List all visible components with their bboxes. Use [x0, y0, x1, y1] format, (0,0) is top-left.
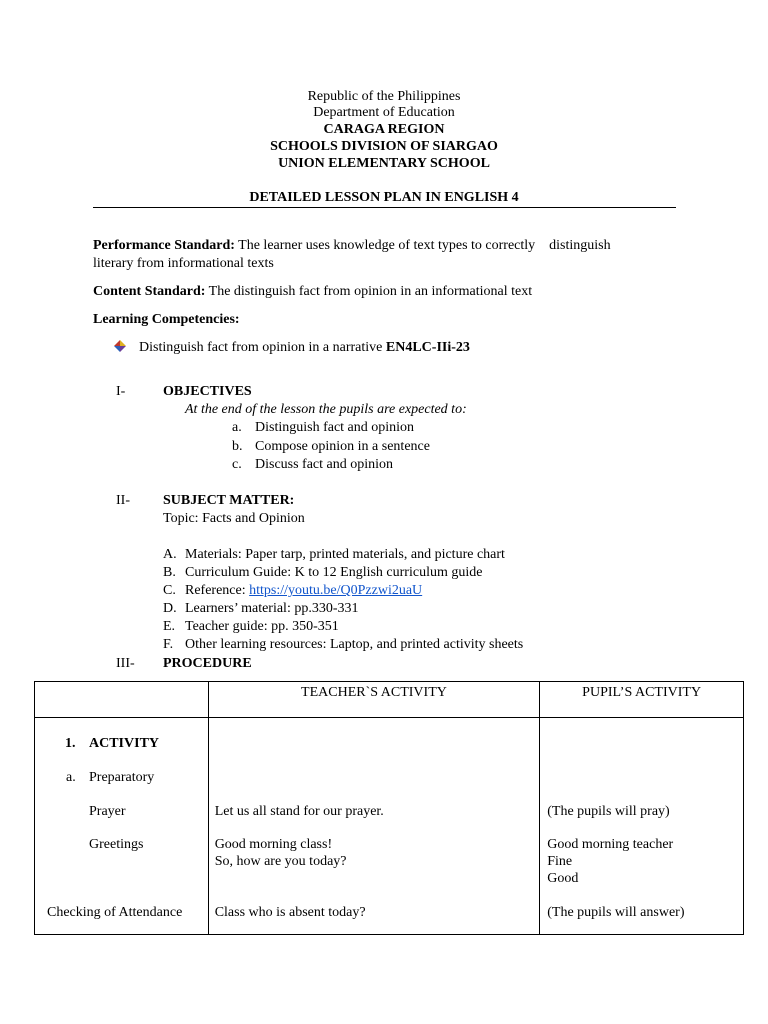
pupil-greeting: Good morning teacher [547, 837, 674, 852]
subject-marker: E. [163, 619, 176, 634]
subject-item: Learners’ material: pp.330-331 [185, 601, 359, 616]
content-standard-text: The distinguish fact from opinion in an informational text [205, 284, 533, 299]
competency-item [139, 339, 470, 356]
republic-line: Republic of the Philippines [307, 89, 461, 104]
reference-item [185, 582, 422, 599]
subject-item: Teacher guide: pp. 350-351 [185, 619, 339, 634]
subject-marker: A. [163, 547, 177, 562]
division-line: SCHOOLS DIVISION OF SIARGAO [270, 139, 498, 154]
activity-label: ACTIVITY [89, 736, 160, 751]
greetings-label: Greetings [89, 837, 144, 852]
stage-cell [35, 718, 209, 935]
teacher-activity-cell [208, 718, 540, 935]
pupil-activity-cell [540, 718, 744, 935]
procedure-numeral: III- [116, 656, 135, 671]
performance-standard-label: Performance Standard: [93, 238, 235, 253]
page-title: DETAILED LESSON PLAN IN ENGLISH 4 [249, 190, 519, 205]
subject-matter-numeral: II- [116, 493, 130, 508]
procedure-table-row [35, 718, 744, 935]
learning-competencies-label: Learning Competencies: [93, 312, 240, 327]
procedure-table [34, 681, 744, 935]
subject-item: Curriculum Guide: K to 12 English curriculum guide [185, 565, 483, 580]
teacher-attendance: Class who is absent today? [214, 905, 366, 920]
reference-label: Reference: [185, 583, 250, 598]
prayer-label: Prayer [89, 804, 126, 819]
objective-marker: c. [232, 457, 242, 472]
header-empty-cell [35, 682, 209, 718]
objectives-heading: OBJECTIVES [163, 384, 252, 399]
school-line: UNION ELEMENTARY SCHOOL [278, 156, 490, 171]
content-standard [93, 283, 532, 300]
attendance-label: Checking of Attendance [47, 905, 183, 920]
diamond-bullet-icon [114, 340, 126, 352]
objective-item: Compose opinion in a sentence [255, 439, 430, 454]
teacher-activity-header: TEACHER`S ACTIVITY [208, 682, 540, 718]
objective-item: Discuss fact and opinion [255, 457, 394, 472]
reference-link[interactable]: https://youtu.be/Q0Pzzwi2uaU [249, 583, 423, 598]
teacher-prayer: Let us all stand for our prayer. [214, 804, 384, 819]
pupil-reply-fine: Fine [547, 854, 573, 869]
objective-marker: b. [232, 439, 243, 454]
preparatory-label: Preparatory [89, 770, 155, 785]
subject-marker: D. [163, 601, 177, 616]
performance-standard [93, 237, 611, 254]
content-standard-label: Content Standard: [93, 284, 206, 299]
subject-marker: B. [163, 565, 176, 580]
competency-text: Distinguish fact from opinion in a narrative [139, 340, 386, 355]
procedure-heading: PROCEDURE [163, 656, 252, 671]
subject-matter-heading: SUBJECT MATTER: [163, 493, 295, 508]
title-divider [93, 207, 676, 208]
pupil-prayer: (The pupils will pray) [547, 804, 670, 819]
pupil-activity-header: PUPIL’S ACTIVITY [540, 682, 744, 718]
subject-item: Materials: Paper tarp, printed materials, and picture chart [185, 547, 505, 562]
activity-number: 1. [65, 736, 76, 751]
objectives-numeral: I- [116, 384, 126, 399]
topic-line: Topic: Facts and Opinion [163, 511, 305, 526]
objectives-intro: At the end of the lesson the pupils are expected to: [185, 402, 467, 417]
preparatory-marker: a. [66, 770, 76, 785]
objective-marker: a. [232, 420, 242, 435]
competency-code: EN4LC-IIi-23 [385, 340, 470, 355]
teacher-greeting: Good morning class! [214, 837, 333, 852]
pupil-reply-good: Good [547, 871, 579, 886]
subject-item: Other learning resources: Laptop, and printed activity sheets [185, 637, 524, 652]
region-line: CARAGA REGION [323, 122, 445, 137]
subject-marker: F. [163, 637, 174, 652]
procedure-table-header [35, 682, 744, 718]
subject-marker: C. [163, 583, 176, 598]
objective-item: Distinguish fact and opinion [255, 420, 415, 435]
teacher-question: So, how are you today? [214, 854, 347, 869]
pupil-attendance: (The pupils will answer) [547, 905, 685, 920]
performance-standard-text: The learner uses knowledge of text types to correctly distinguish [234, 238, 611, 253]
department-line: Department of Education [313, 105, 455, 120]
performance-standard-continued: literary from informational texts [93, 256, 274, 271]
